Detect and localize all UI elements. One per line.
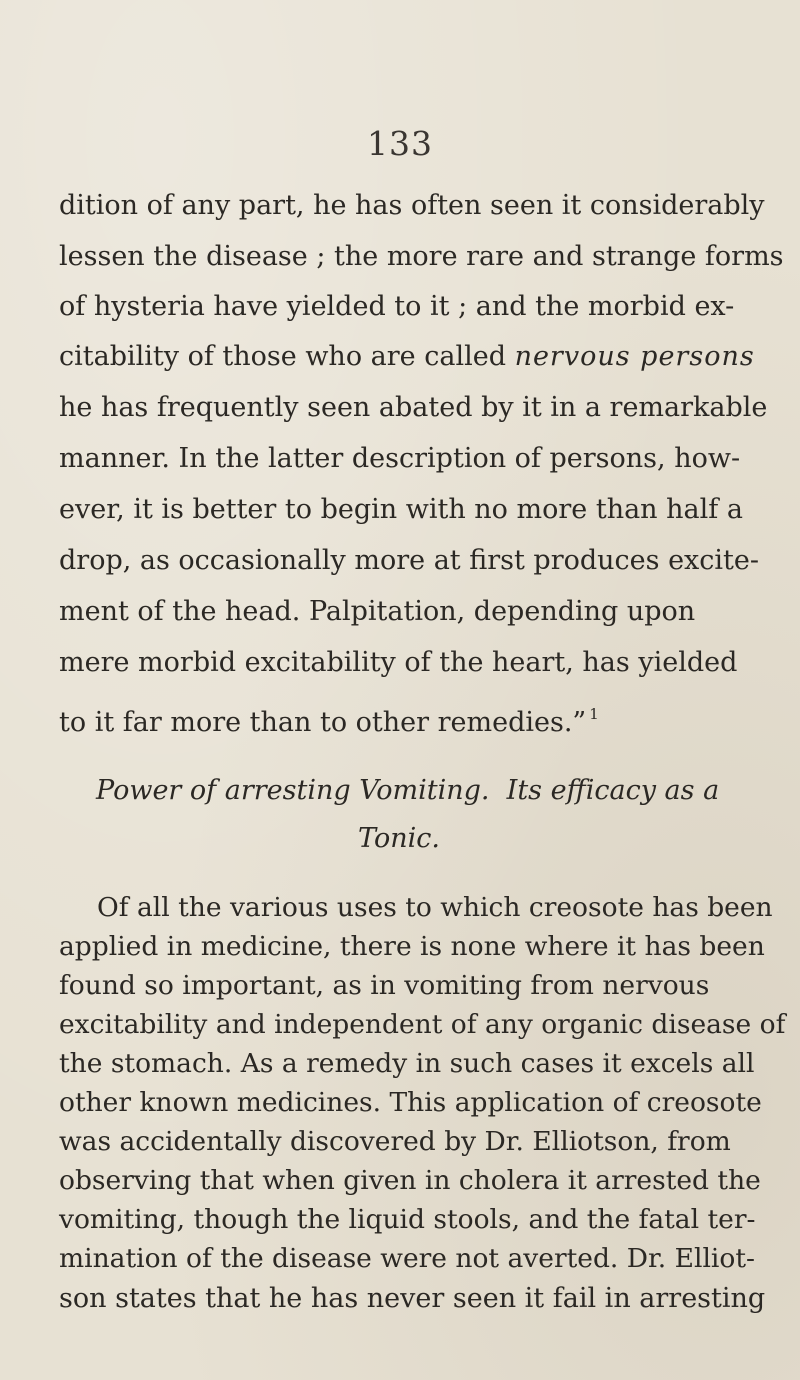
text-line: drop, as occasionally more at first produces excite- (59, 545, 759, 576)
heading-line: Tonic. (358, 823, 440, 854)
text-line: ment of the head. Palpitation, depending upon (59, 596, 696, 627)
footnote-reference: 1 (589, 705, 599, 723)
text-line: dition of any part, he has often seen it considerably (59, 190, 765, 221)
text-line: ever, it is better to begin with no more than half a (59, 494, 743, 525)
text-line: vomiting, though the liquid stools, and the fatal ter- (59, 1204, 756, 1235)
text-line-content: to it far more than to other remedies.” (59, 707, 587, 738)
text-line: lessen the disease ; the more rare and strange forms (59, 241, 784, 272)
text-line: the stomach. As a remedy in such cases it excels all (59, 1048, 755, 1079)
text-line: excitability and independent of any organic disease of (59, 1009, 786, 1040)
text-line: Of all the various uses to which creosote has been (97, 892, 773, 923)
page-number: 133 (367, 124, 433, 163)
text-line: was accidentally discovered by Dr. Elliotson, from (59, 1126, 731, 1157)
footnote (80, 1335, 86, 1370)
text-line: manner. In the latter description of persons, how- (59, 443, 741, 474)
text-line: he has frequently seen abated by it in a remarkable (59, 392, 768, 423)
text-line: of hysteria have yielded to it ; and the morbid ex- (59, 291, 735, 322)
text-line: applied in medicine, there is none where it has been (59, 931, 765, 962)
text-line: found so important, as in vomiting from nervous (59, 970, 710, 1001)
text-line: other known medicines. This application of creosote (59, 1087, 762, 1118)
heading-line: Power of arresting Vomiting. Its efficacy as a (96, 775, 720, 806)
final-text-line: son states that he has never seen it fail in arresting (59, 1283, 766, 1314)
text-line: mere morbid excitability of the heart, has yielded (59, 647, 738, 678)
text-line: mination of the disease were not averted. Dr. Elliot- (59, 1243, 755, 1274)
text-line (59, 698, 599, 739)
text-line: observing that when given in cholera it arrested the (59, 1165, 761, 1196)
text-line: citability of those who are called nervous persons (59, 341, 755, 372)
